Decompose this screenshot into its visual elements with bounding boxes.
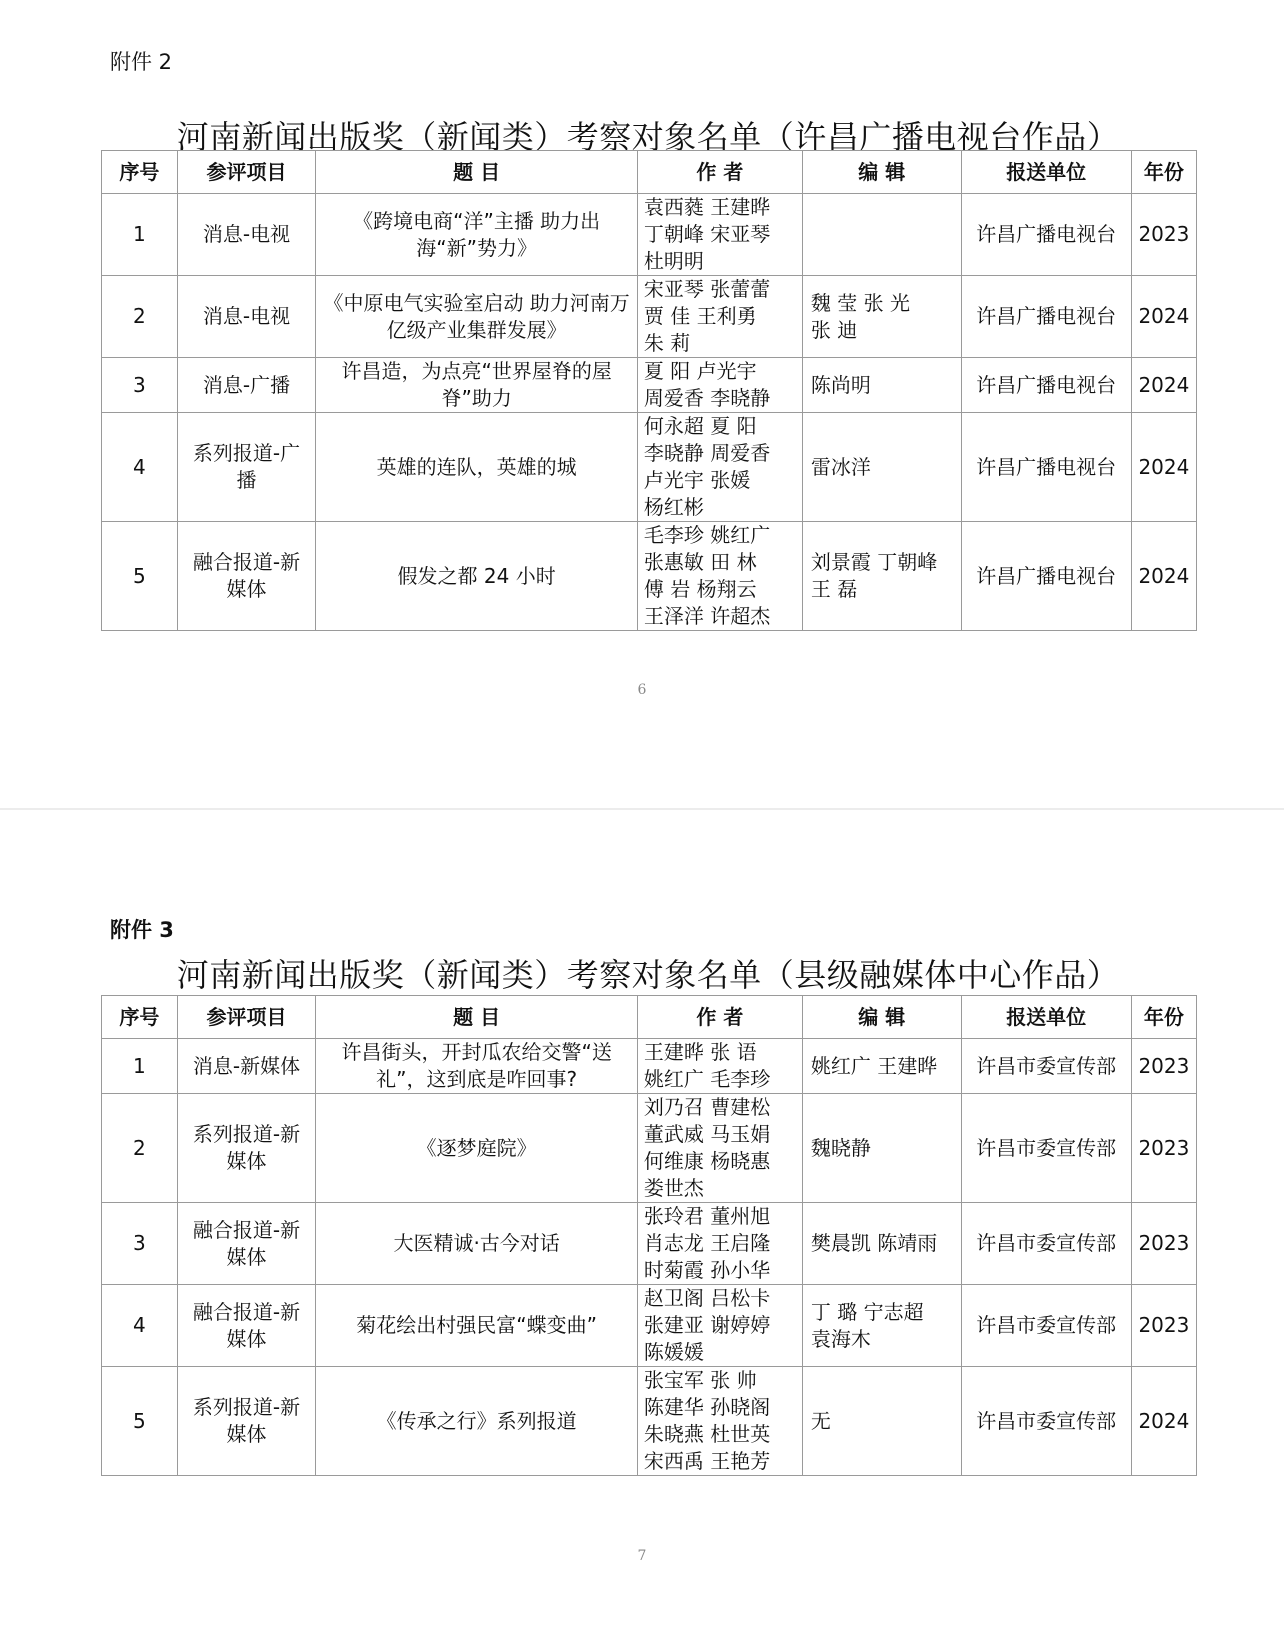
cell-authors [637,1367,802,1476]
cell-editors [802,413,961,522]
cell-year: 2023 [1131,1094,1196,1203]
cell-category: 融合报道-新媒体 [177,1285,316,1367]
cell-work-title: 许昌街头，开封瓜农给交警“送礼”，这到底是咋回事? [316,1039,638,1094]
editor-line: 魏 莹 张 光 [810,290,910,315]
cell-authors [637,194,802,276]
cell-no: 5 [102,522,178,631]
cell-no: 3 [102,1203,178,1285]
cell-authors [637,1203,802,1285]
cell-work-title: 菊花绘出村强民富“蝶变曲” [316,1285,638,1367]
author-line: 张惠敏 田 林 [643,550,757,574]
cell-category: 融合报道-新媒体 [177,1203,316,1285]
cell-no: 2 [102,276,178,358]
author-line: 刘乃召 曹建松 [643,1095,771,1119]
cell-unit: 许昌广播电视台 [961,194,1131,276]
cell-editors [802,1367,961,1476]
author-line: 贾 佳 王利勇 [643,304,757,328]
cell-authors [637,522,802,631]
author-line: 傅 岩 杨翔云 [643,577,757,601]
table-row [102,1367,1197,1476]
document-page-1 [0,0,1284,808]
header-unit: 报送单位 [961,151,1131,194]
cell-unit: 许昌市委宣传部 [961,1203,1131,1285]
author-line: 宋亚琴 张蕾蕾 [643,277,771,301]
author-line: 宋西禹 王艳芳 [643,1449,771,1473]
author-line: 李晓静 周爱香 [643,441,771,465]
table-row [102,522,1197,631]
author-line: 杜明明 [643,249,704,273]
editor-line: 张 迪 [810,317,858,342]
cell-work-title: 假发之都 24 小时 [316,522,638,631]
cell-category: 系列报道-新媒体 [177,1367,316,1476]
author-line: 肖志龙 王启隆 [643,1231,771,1255]
cell-no: 1 [102,194,178,276]
editor-line: 刘景霞 丁朝峰 [810,550,938,574]
cell-no: 4 [102,1285,178,1367]
cell-no: 1 [102,1039,178,1094]
table-row [102,413,1197,522]
cell-unit: 许昌市委宣传部 [961,1285,1131,1367]
cell-editors [802,1203,961,1285]
header-title: 题 目 [316,996,638,1039]
cell-unit: 许昌广播电视台 [961,522,1131,631]
header-no: 序号 [102,996,178,1039]
header-category: 参评项目 [177,151,316,194]
header-year: 年份 [1131,151,1196,194]
cell-year: 2023 [1131,1039,1196,1094]
cell-no: 2 [102,1094,178,1203]
cell-category: 消息-电视 [177,194,316,276]
cell-year: 2024 [1131,413,1196,522]
table-row [102,1203,1197,1285]
author-line: 陈媛媛 [643,1340,704,1364]
cell-authors [637,358,802,413]
cell-unit: 许昌市委宣传部 [961,1367,1131,1476]
header-authors: 作 者 [637,996,802,1039]
header-editors: 编 辑 [802,996,961,1039]
author-line: 毛李珍 姚红广 [643,523,771,547]
author-line: 张宝军 张 帅 [643,1368,757,1392]
author-line: 何永超 夏 阳 [643,414,757,438]
editor-line: 王 磊 [810,577,858,601]
author-line: 董武威 马玉娟 [643,1122,771,1146]
cell-category: 融合报道-新媒体 [177,522,316,631]
cell-authors [637,1094,802,1203]
page-number: 6 [637,682,647,698]
editor-line: 雷冰洋 [810,454,871,479]
cell-year: 2024 [1131,276,1196,358]
author-line: 张玲君 董州旭 [643,1204,771,1228]
author-line: 袁西蕤 王建晔 [643,195,771,219]
attachment-label: 附件 2 [110,50,173,74]
page-title: 河南新闻出版奖（新闻类）考察对象名单（许昌广播电视台作品） [176,118,1120,156]
cell-no: 5 [102,1367,178,1476]
header-year: 年份 [1131,996,1196,1039]
cell-editors [802,276,961,358]
table-header-row [102,151,1197,194]
author-line: 姚红广 毛李珍 [643,1067,771,1091]
cell-category: 系列报道-广播 [177,413,316,522]
cell-work-title: 大医精诚·古今对话 [316,1203,638,1285]
document-page-2 [0,810,1284,1648]
table-row [102,1039,1197,1094]
table-row [102,276,1197,358]
author-line: 朱晓燕 杜世英 [643,1422,771,1446]
author-line: 娄世杰 [643,1176,704,1200]
page-title: 河南新闻出版奖（新闻类）考察对象名单（县级融媒体中心作品） [176,956,1120,994]
table-row [102,194,1197,276]
header-editors: 编 辑 [802,151,961,194]
cell-unit: 许昌市委宣传部 [961,1039,1131,1094]
cell-authors [637,1039,802,1094]
cell-work-title: 《中原电气实验室启动 助力河南万亿级产业集群发展》 [316,276,638,358]
nominee-table [101,150,1197,631]
cell-work-title: 《逐梦庭院》 [316,1094,638,1203]
cell-unit: 许昌市委宣传部 [961,1094,1131,1203]
author-line: 王泽洋 许超杰 [643,604,771,628]
header-unit: 报送单位 [961,996,1131,1039]
cell-category: 消息-电视 [177,276,316,358]
header-title: 题 目 [316,151,638,194]
cell-editors [802,1094,961,1203]
table-header-row [102,996,1197,1039]
cell-work-title: 《传承之行》系列报道 [316,1367,638,1476]
editor-line: 丁 璐 宁志超 [810,1299,924,1324]
attachment-label: 附件 3 [110,918,174,942]
author-line: 张建亚 谢婷婷 [643,1313,771,1337]
cell-editors [802,1039,961,1094]
cell-work-title: 许昌造，为点亮“世界屋脊的屋脊”助力 [316,358,638,413]
cell-year: 2024 [1131,1367,1196,1476]
author-line: 杨红彬 [643,495,704,519]
header-authors: 作 者 [637,151,802,194]
cell-work-title: 英雄的连队，英雄的城 [316,413,638,522]
cell-work-title: 《跨境电商“洋”主播 助力出海“新”势力》 [316,194,638,276]
cell-no: 3 [102,358,178,413]
cell-year: 2024 [1131,522,1196,631]
author-line: 朱 莉 [643,331,691,355]
author-line: 王建晔 张 语 [643,1040,757,1064]
cell-editors [802,1285,961,1367]
table-row [102,358,1197,413]
cell-editors [802,522,961,631]
editor-line: 姚红广 王建晔 [810,1053,938,1078]
cell-category: 系列报道-新媒体 [177,1094,316,1203]
cell-category: 消息-新媒体 [177,1039,316,1094]
cell-authors [637,1285,802,1367]
editor-line: 无 [810,1408,831,1433]
nominee-table [101,995,1197,1476]
editor-line: 袁海木 [810,1326,871,1351]
cell-no: 4 [102,413,178,522]
editor-line: 樊晨凯 陈靖雨 [810,1231,938,1255]
cell-unit: 许昌广播电视台 [961,276,1131,358]
cell-authors [637,413,802,522]
author-line: 丁朝峰 宋亚琴 [643,222,771,246]
cell-year: 2023 [1131,194,1196,276]
author-line: 时菊霞 孙小华 [643,1258,771,1282]
header-no: 序号 [102,151,178,194]
author-line: 何维康 杨晓惠 [643,1149,771,1173]
editor-line: 陈尚明 [810,372,871,397]
author-line: 卢光宇 张媛 [643,468,751,492]
cell-year: 2023 [1131,1285,1196,1367]
cell-year: 2024 [1131,358,1196,413]
table-row [102,1094,1197,1203]
cell-unit: 许昌广播电视台 [961,358,1131,413]
cell-category: 消息-广播 [177,358,316,413]
cell-authors [637,276,802,358]
cell-editors [802,358,961,413]
cell-unit: 许昌广播电视台 [961,413,1131,522]
cell-editors [802,194,961,276]
page-number: 7 [637,1548,647,1564]
cell-year: 2023 [1131,1203,1196,1285]
editor-line: 魏晓静 [810,1135,871,1160]
table-row [102,1285,1197,1367]
author-line: 周爱香 李晓静 [643,386,771,410]
author-line: 赵卫阁 吕松卡 [643,1286,771,1310]
author-line: 夏 阳 卢光宇 [643,359,757,383]
author-line: 陈建华 孙晓阁 [643,1395,771,1419]
header-category: 参评项目 [177,996,316,1039]
